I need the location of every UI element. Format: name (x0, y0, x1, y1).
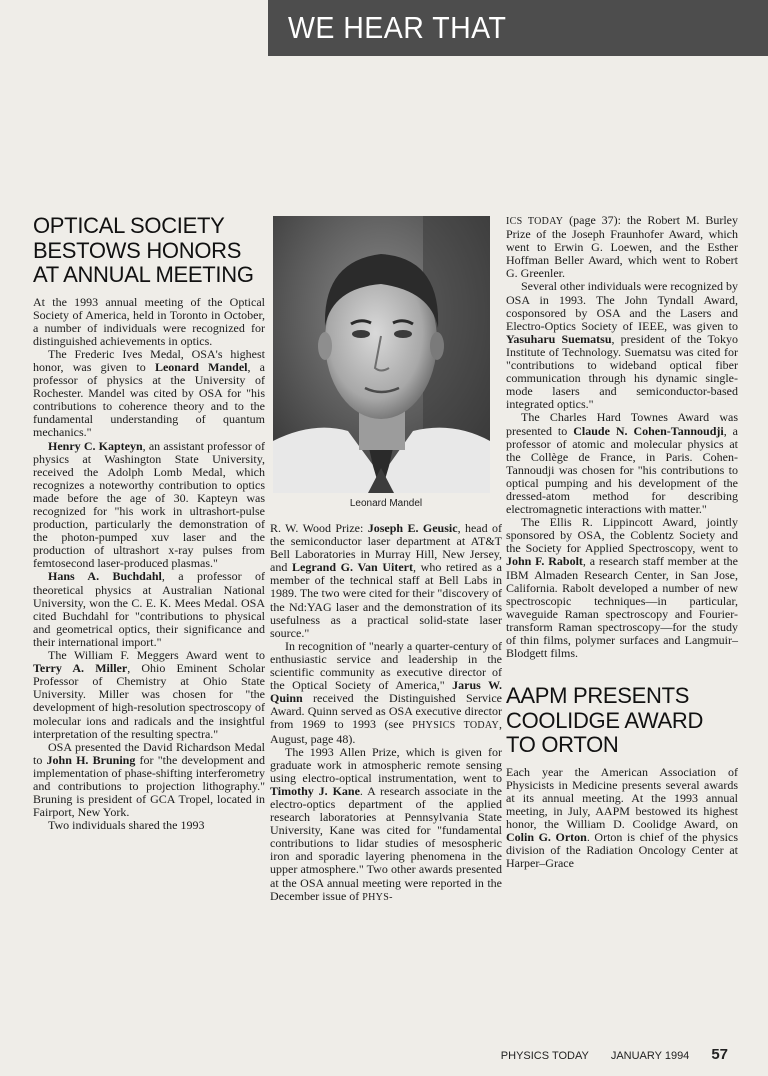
paragraph: Several other individuals were recognized by OSA in 1993. The John Tyndall Award, cosponsored by OSA and the Lasers and Electro-Optics Society of IEEE, was given to Yasuharu Suematsu, president of the Tokyo Institute of Technology. Suematsu was cited for "contributions to wideband optical fiber communication through his dynamic single-mode lasers and semiconductor-based integrated optics." (506, 279, 738, 412)
page-number: 57 (711, 1046, 728, 1063)
paragraph: The William F. Meggers Award went to Terry A. Miller, Ohio Eminent Scholar Professor of Chemistry at Ohio State University. Miller was chosen for "the development of high-resolution spectroscopy of molecular ions and radicals and the insightful interpretation of the resulting spectra." (33, 648, 265, 741)
person-name: Timothy J. Kane (270, 783, 360, 798)
paragraph: ICS TODAY (page 37): the Robert M. Burley Prize of the Joseph Fraunhofer Award, which went to Erwin G. Loewen, and the Esther Hoffman Beller Award, which went to Robert G. Greenler. (506, 213, 738, 281)
person-name: Yasuharu Suematsu (506, 331, 612, 346)
paragraph: Hans A. Buchdahl, a professor of theoretical physics at Australian National University, won the C. E. K. Mees Medal. OSA cited Buchdahl for "contributions to physical and geometrical optics, their significance and their international import." (33, 569, 266, 649)
headline-line: AAPM PRESENTS (506, 683, 690, 709)
paragraph: R. W. Wood Prize: Joseph E. Geusic, head of the semiconductor laser department at AT&T Bell Laboratories in Murray Hill, New Jersey, and Legrand G. Van Uitert, who retired as a member of the technical staff at Bell Labs in 1989. The two were cited for their "discovery of the Nd:YAG laser and the demonstration of its usefulness as a practical solid-state laser source." (270, 521, 503, 640)
magazine-reference: PHYSICS TODAY (412, 720, 500, 732)
headline-line: OPTICAL SOCIETY (33, 213, 225, 238)
person-name: Legrand G. Van Uitert (292, 560, 414, 575)
paragraph: In recognition of "nearly a quarter-century of enthusiastic service and leadership in the scientific community as executive director of the Optical Society of America," Jarus W. Quinn received the Distinguished Service Award. Quinn served as OSA executive director from 1969 to 1993 (see PHYSICS TODAY, August, page 48). (270, 638, 503, 746)
footer-magazine: PHYSICS TODAY (500, 1050, 589, 1062)
paragraph: Two individuals shared the 1993 (48, 818, 205, 833)
paragraph: Henry C. Kapteyn, an assistant professor of physics at Washington State University, received the Adolph Lomb Medal, which recognizes a noteworthy contribution to optics made before the age of 30. Kapteyn was recognized for "his work in ultrashort-pulse production, particularly the demonstration of the photon-pumped xuv laser and the production of ultrashort x-ray pulses from femtosecond laser-produced plasmas." (33, 438, 265, 571)
paragraph: At the 1993 annual meeting of the Optical Society of America, held in Toronto in October, a number of individuals were recognized for distinguished achievements in optics. (33, 294, 265, 348)
headline-line: AT ANNUAL MEETING (33, 262, 254, 287)
column-2 (270, 214, 502, 904)
paragraph: The Frederic Ives Medal, OSA's highest honor, was given to Leonard Mandel, a professor of physics at the University of Rochester. Mandel was cited by OSA for "his contributions to coherence theory and to the fundamental understanding of quantum mechanics." (33, 346, 266, 440)
page-footer (501, 1046, 728, 1063)
headline-line: TO ORTON (506, 732, 619, 758)
person-name: Colin G. Orton (506, 830, 587, 845)
magazine-reference: ICS TODAY (506, 216, 564, 227)
section-banner (268, 0, 768, 56)
column-1 (33, 214, 265, 832)
person-name: Joseph E. Geusic (367, 521, 458, 535)
headline-line: BESTOWS HONORS (33, 237, 242, 263)
footer-issue: JANUARY 1994 (610, 1050, 690, 1062)
person-name: John F. Rabolt (506, 554, 583, 569)
section-banner-title: WE HEAR THAT (288, 10, 507, 45)
person-name: Terry A. Miller (33, 661, 128, 676)
magazine-reference: PHYS- (362, 891, 393, 903)
paragraph: The 1993 Allen Prize, which is given for graduate work in atmospheric remote sensing using electro-optical instrumentation, went to Timothy J. Kane. A research associate in the electro-optics department of the applied research laboratories at Pennsylvania State University, Kane was cited for "fundamental contributions to lidar studies of mesospheric iron and sporadic layering phenomena in the upper atmosphere." Two other awards presented at the OSA annual meeting were reported in the December issue of PHYS- (270, 744, 503, 903)
article-2-headline (506, 684, 738, 758)
portrait-photo-image (273, 216, 490, 493)
person-name: John H. Bruning (46, 752, 136, 767)
person-name: Jarus W. Quinn (270, 678, 502, 706)
paragraph: Each year the American Association of Physicists in Medicine presents several awards at its annual meeting. At the 1993 annual meeting, in July, AAPM bestowed its highest honor, the William D. Coolidge Award, on Colin G. Orton. Orton is chief of the physics division of the Radiation Oncology Center at Harper–Grace (506, 764, 738, 871)
person-name: Hans A. Buchdahl (48, 569, 162, 584)
paragraph: The Ellis R. Lippincott Award, jointly sponsored by OSA, the Coblentz Society and the Society for Applied Spectroscopy, went to John F. Rabolt, a research staff member at the IBM Almaden Research Center, in San Jose, California. Rabolt developed a number of new spectroscopic techniques—in particular, waveguide Raman spectroscopy and Fourier-transform Raman spectroscopy—for the study of thin films, polymer surfaces and Langmuir–Blodgett films. (506, 515, 738, 661)
person-name: Claude N. Cohen-Tannoudji (573, 423, 724, 438)
portrait-photo (273, 216, 490, 493)
person-name: Henry C. Kapteyn (48, 438, 143, 453)
person-name: Leonard Mandel (154, 359, 248, 374)
paragraph: OSA presented the David Richardson Medal to John H. Bruning for "the development and implementation of phase-shifting interferometry and contributions to projection lithography." Bruning is president of GCA Tropel, located in Fairport, New York. (33, 739, 265, 820)
paragraph: The Charles Hard Townes Award was presented to Claude N. Cohen-Tannoudji, a professor of atomic and molecular physics at the Collège de France, in Paris. Cohen-Tannoudji was chosen for "his contributions to optical pumping and his development of the dressed-atom method for describing electromagnetic interactions with matter." (506, 410, 739, 517)
article-1-headline (33, 214, 265, 288)
column-3 (506, 214, 738, 870)
headline-line: COOLIDGE AWARD (506, 707, 704, 733)
photo-caption: Leonard Mandel (349, 498, 423, 509)
